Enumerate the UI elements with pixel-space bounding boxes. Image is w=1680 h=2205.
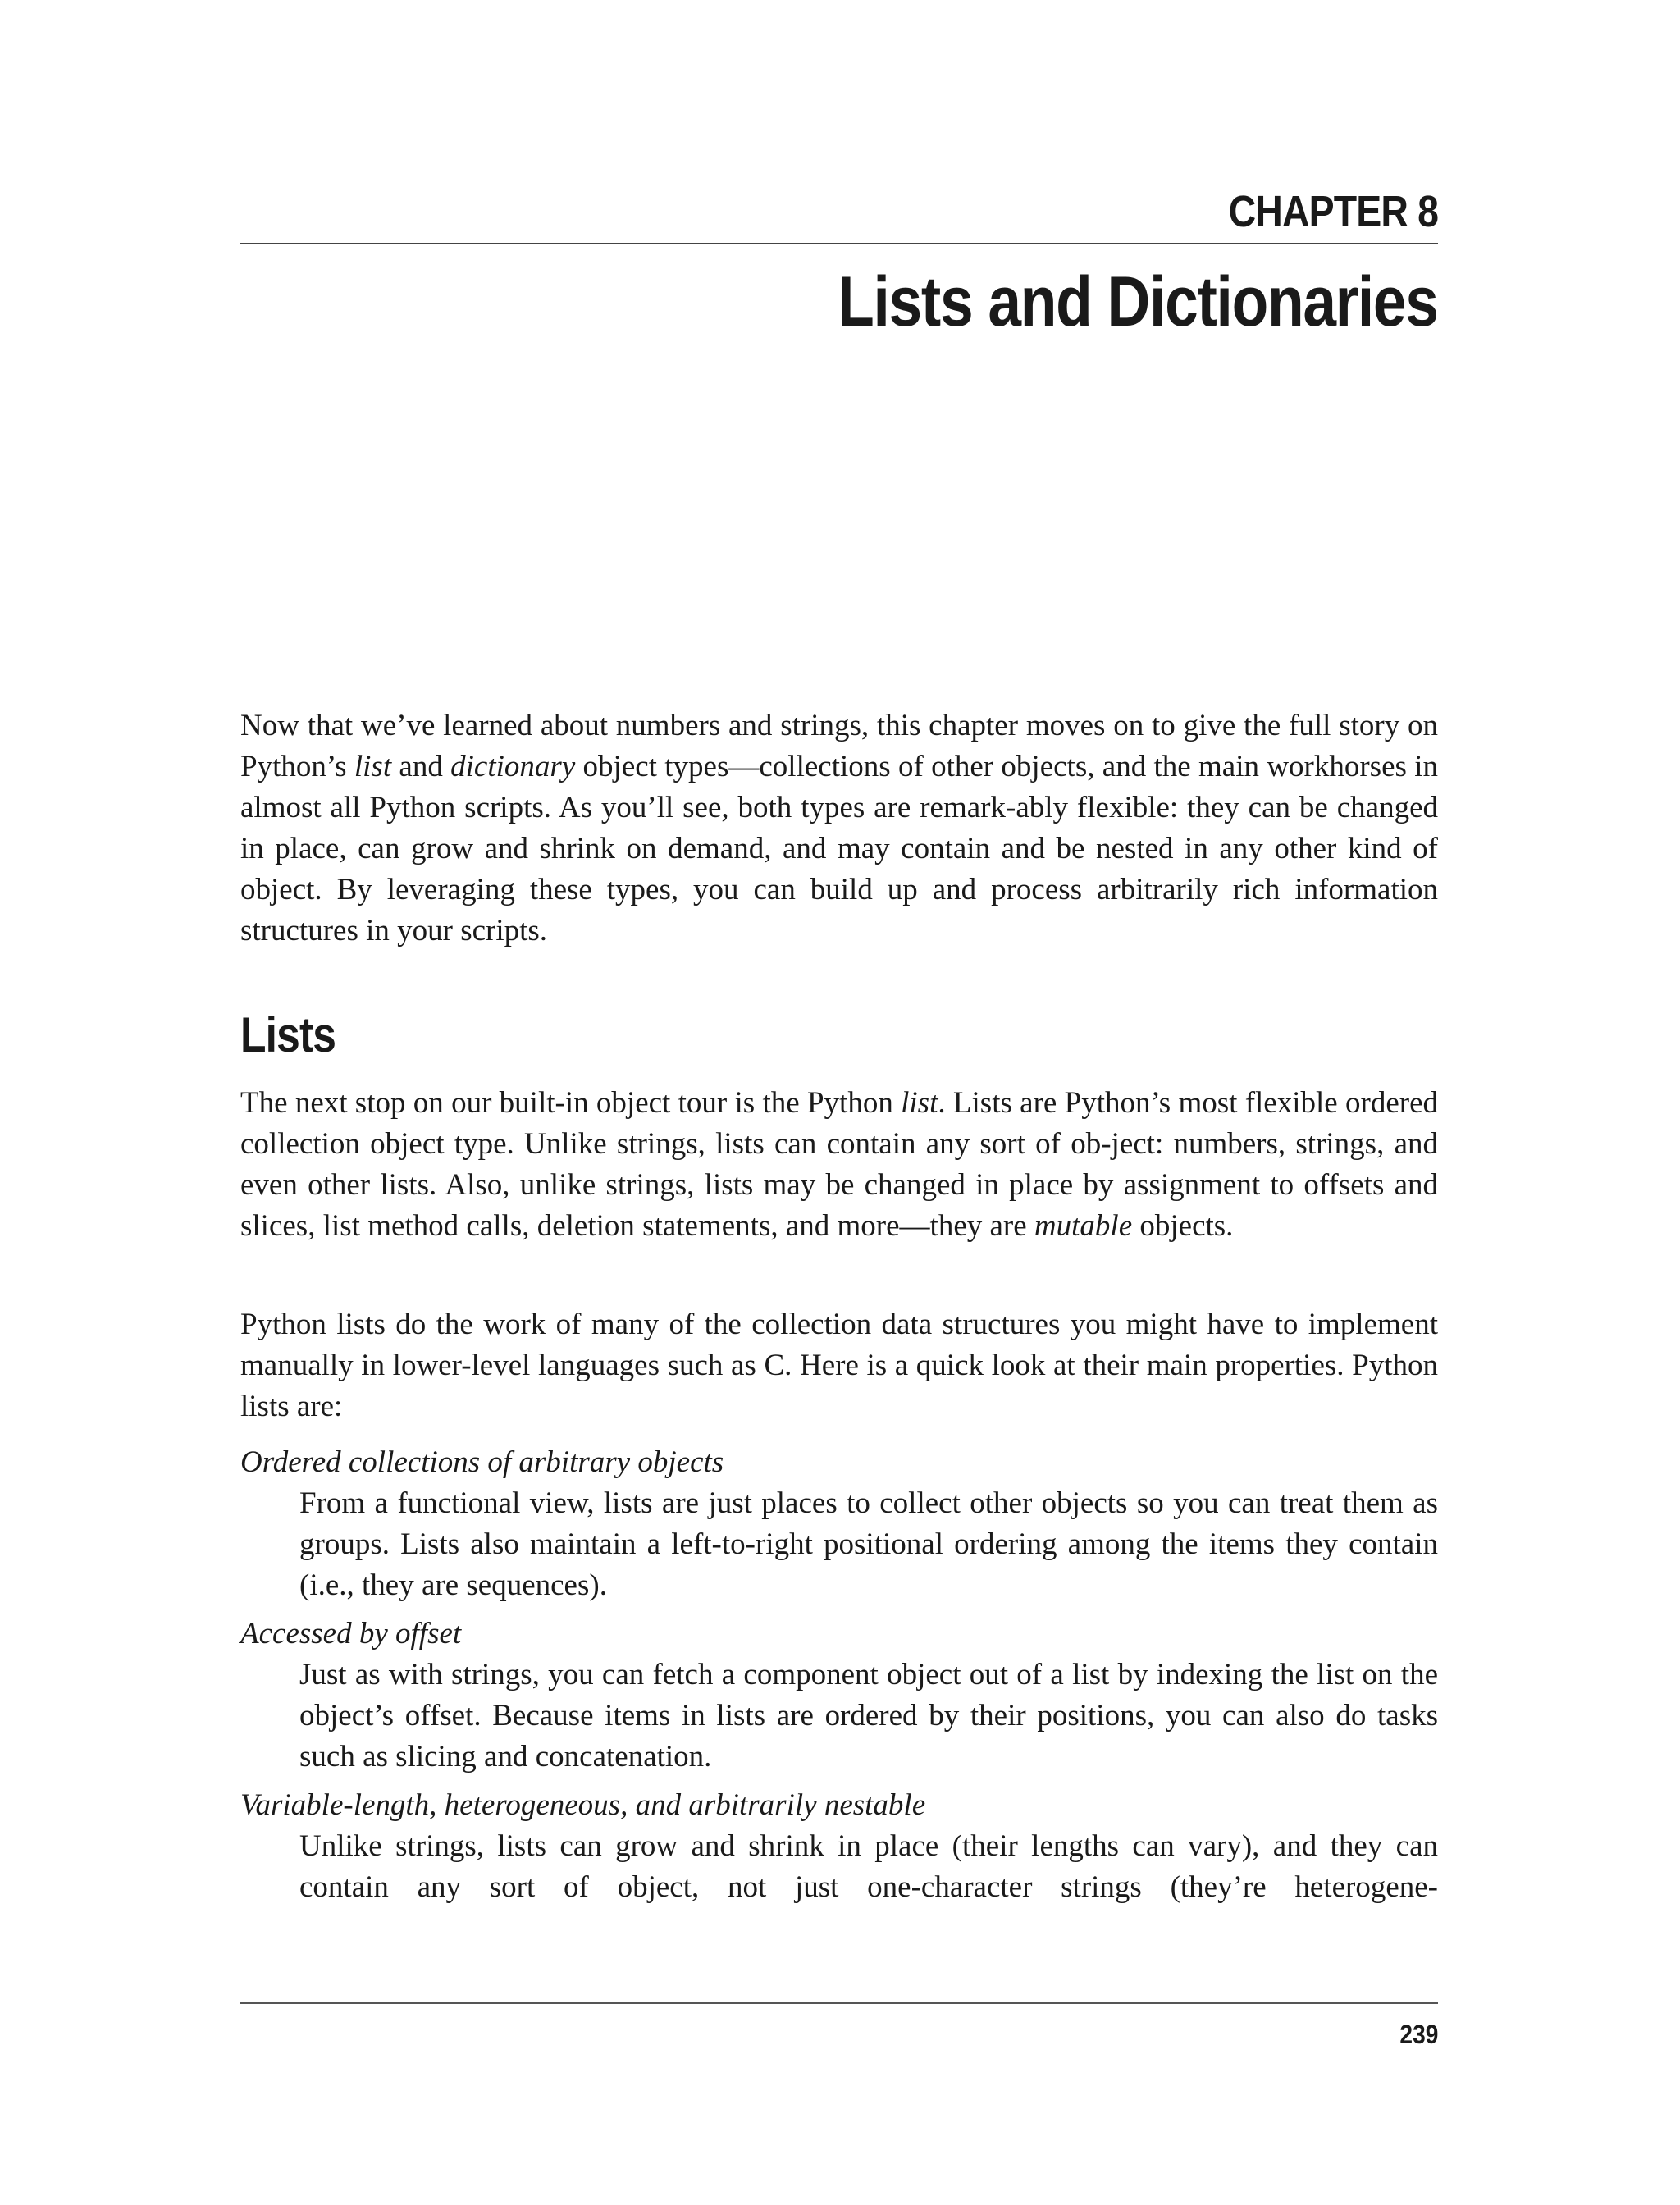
intro-text-3: object types—collections of other objects, and the main workhorses in almost all Python scripts. As you’ll see, both types are remark-ably flexible: they can be changed in place, can grow and shrink on demand, and may contain and be nested in any other kind of object. By leveraging these types, you can build up and process arbitrarily rich information structures in your scripts. [240,750,1438,947]
lists-p1-emphasis-mutable: mutable [1034,1209,1133,1243]
property-text-variable-length: Unlike strings, lists can grow and shrink in place (their lengths can vary), and they can contain any sort of object, not just one-character strings (they’re heterogene- [299,1829,1438,1904]
lists-paragraph-1 [240,1083,1438,1247]
lists-paragraph-2: Python lists do the work of many of the collection data structures you might have to implement manually in lower-level languages such as C. Here is a quick look at their main properties. Python lists are: [240,1308,1438,1423]
lists-p1-emphasis-list: list [901,1086,938,1120]
chapter-title: Lists and Dictionaries [838,262,1438,341]
intro-text-1: Now that we’ve learned about numbers and strings, this chapter moves on to give the full story on Python’s [240,709,1438,783]
intro-paragraph [240,705,1438,952]
book-page [240,0,1438,2205]
lists-p1-text-2: . Lists are Python’s most flexible ordered collection object type. Unlike strings, lists can contain any sort of ob-ject: numbers, strings, and even other lists. Also, unlike strings, lists may be changed in place by assignment to offsets and slices, list method calls, deletion statements, and more—they are [240,1086,1438,1243]
intro-emphasis-list: list [354,750,392,783]
intro-emphasis-dictionary: dictionary [450,750,576,783]
chapter-label: CHAPTER 8 [1228,187,1438,236]
page-number: 239 [1399,2020,1438,2049]
property-term-offset: Accessed by offset [240,1617,462,1650]
property-text-offset: Just as with strings, you can fetch a component object out of a list by indexing the list on the object’s offset. Because items in lists are ordered by their positions, you can also do tasks such as slicing and concatenation. [299,1658,1438,1774]
lists-p1-text-1: The next stop on our built-in object tour is the Python [240,1086,902,1120]
property-text-ordered: From a functional view, lists are just places to collect other objects so you can treat them as groups. Lists also maintain a left-to-right positional ordering among the items they contain (i.e., they are sequences). [299,1486,1438,1602]
chapter-rule [240,243,1438,244]
footer-rule [240,2002,1438,2004]
property-term-ordered: Ordered collections of arbitrary objects [240,1445,724,1479]
property-term-variable-length: Variable-length, heterogeneous, and arbitrarily nestable [240,1788,926,1822]
section-heading-lists: Lists [240,1007,336,1062]
lists-p1-text-3: objects. [1132,1209,1234,1243]
intro-text-2: and [391,750,451,783]
